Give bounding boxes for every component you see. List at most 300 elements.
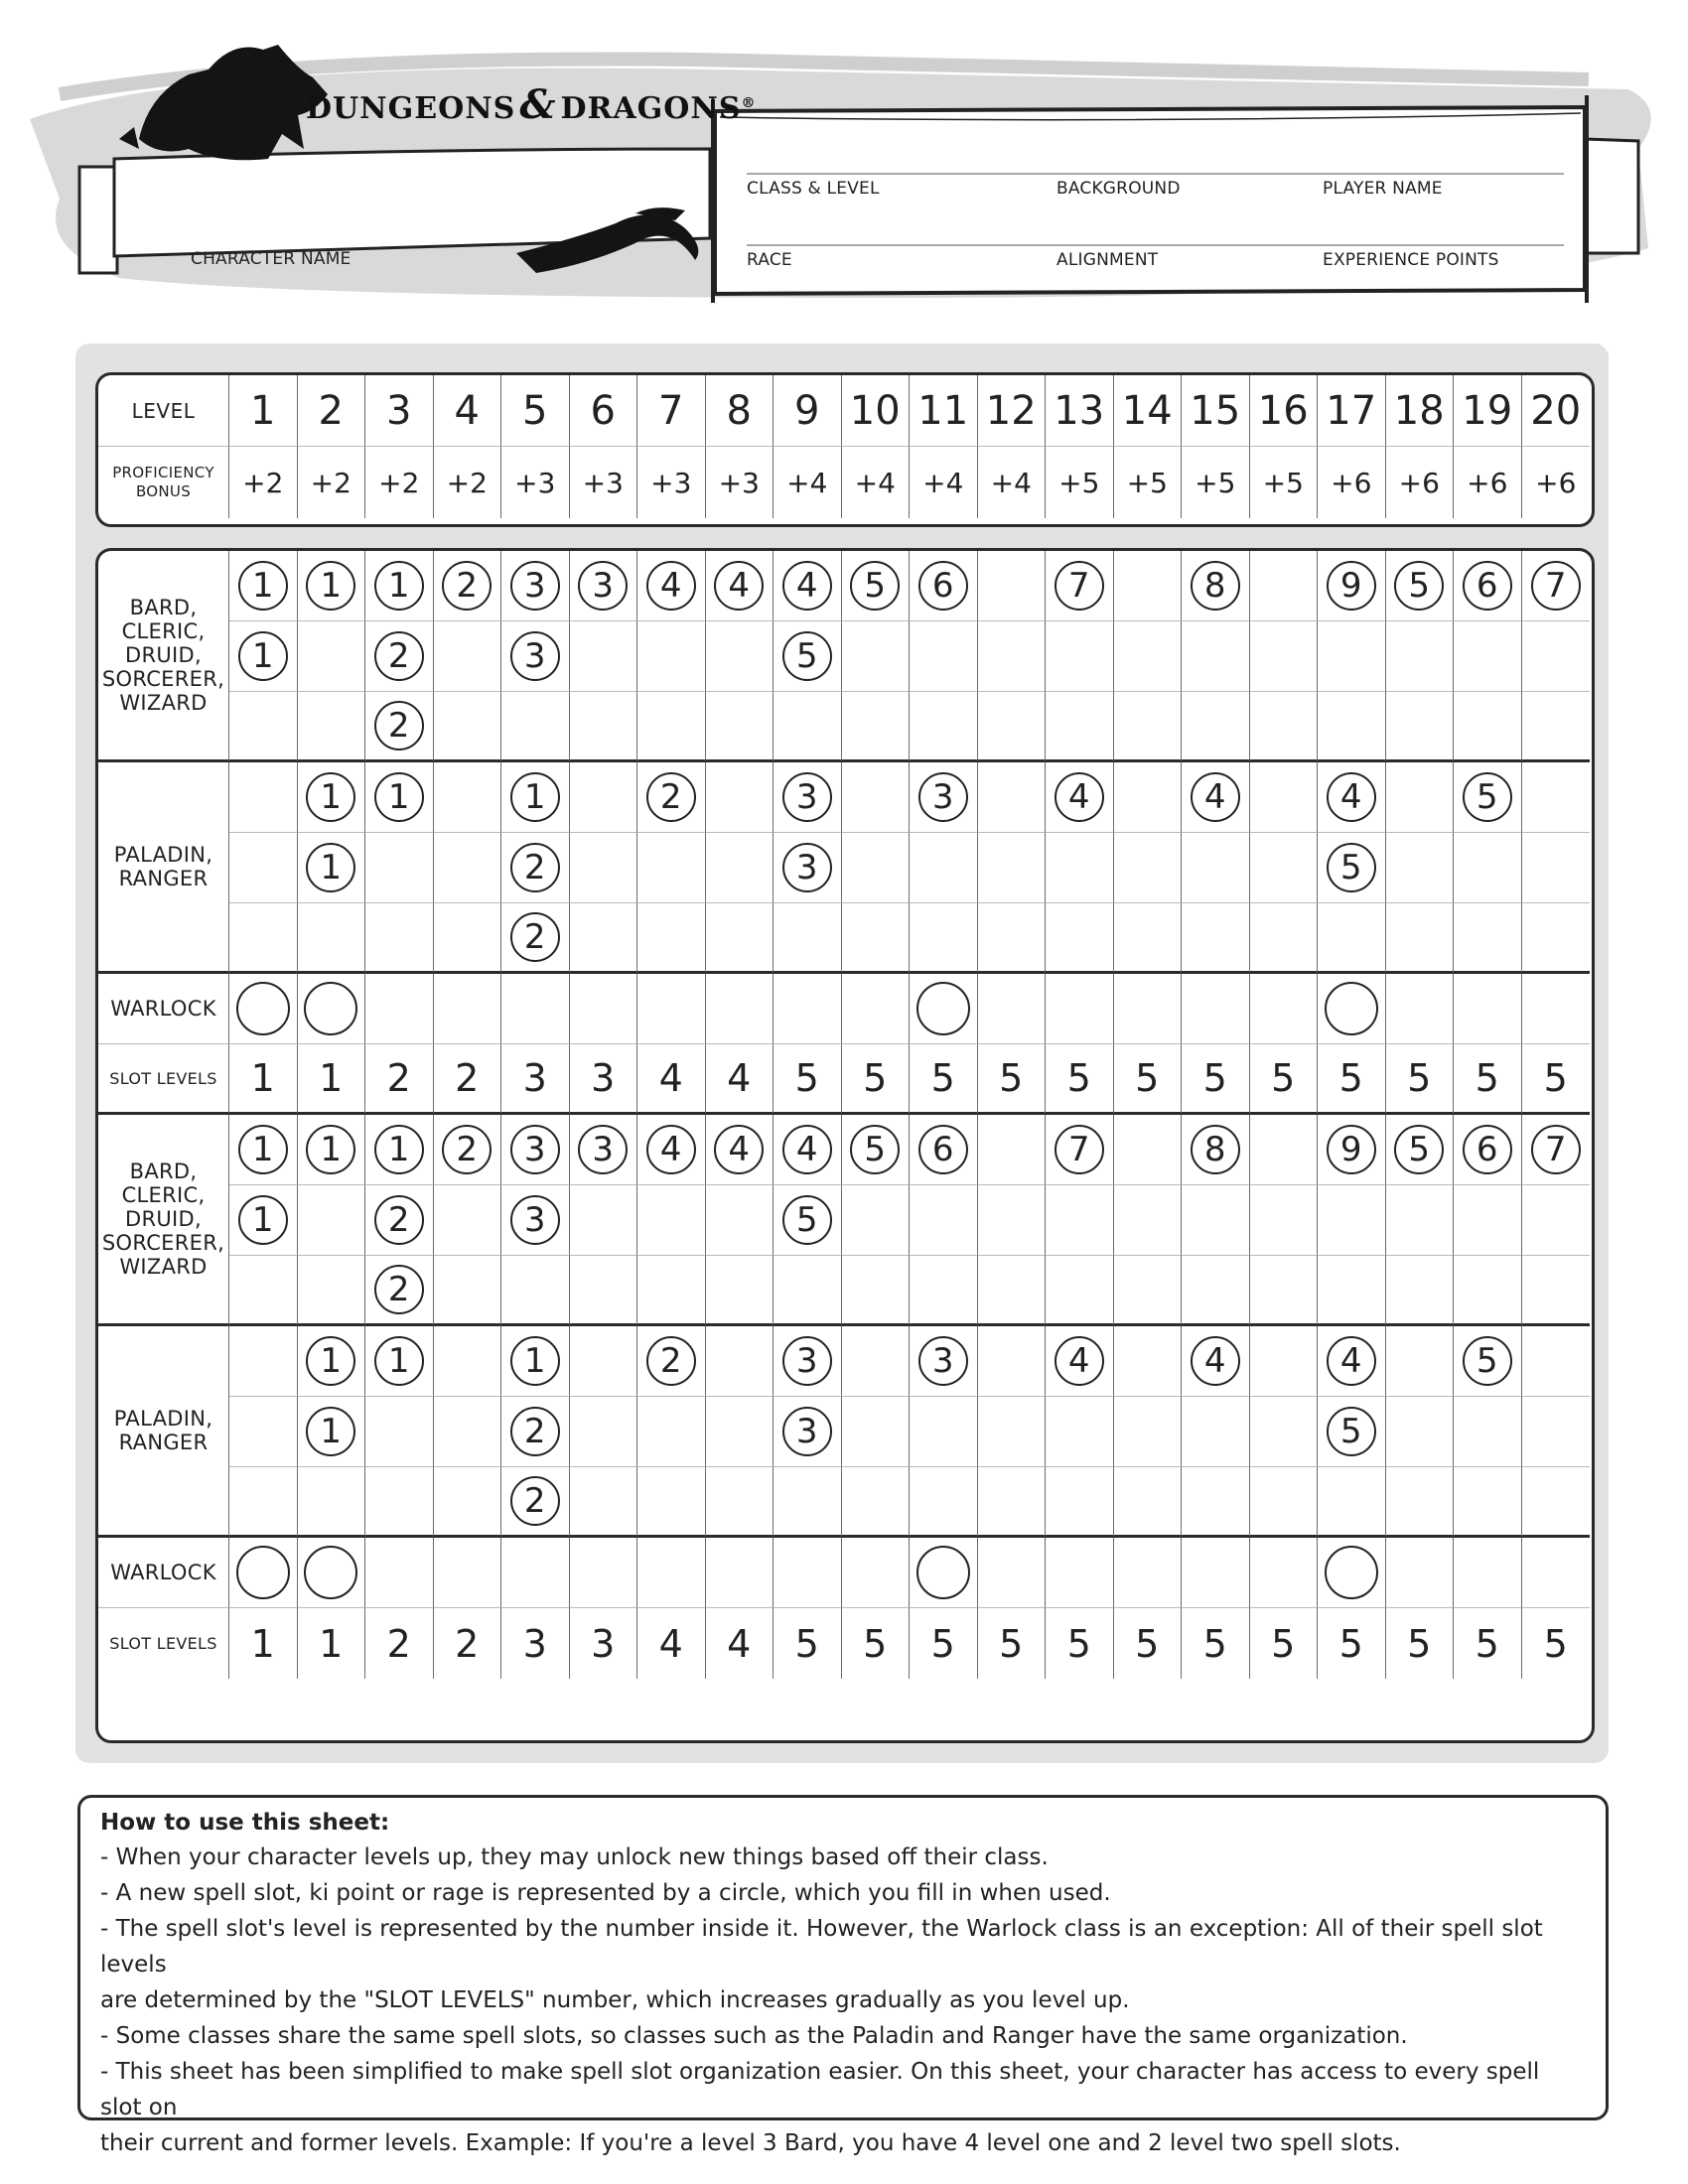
spell-slot-circle[interactable]: 4	[646, 561, 696, 611]
empty-cell	[1046, 1467, 1114, 1538]
experience-points-label: EXPERIENCE POINTS	[1323, 250, 1499, 270]
empty-cell	[1386, 974, 1455, 1044]
empty-cell	[1182, 833, 1250, 903]
slot-level-value: 4	[658, 1621, 683, 1666]
empty-cell	[637, 1256, 706, 1326]
spell-slot-circle[interactable]: 3	[782, 772, 832, 822]
empty-cell	[229, 1256, 298, 1326]
proficiency-value	[1114, 447, 1183, 518]
spell-slot-grid	[98, 551, 1590, 1679]
empty-cell	[910, 903, 978, 974]
spell-slot-circle[interactable]: 1	[306, 1407, 355, 1456]
spell-slot-circle[interactable]: 1	[306, 1125, 355, 1174]
spell-slot-circle[interactable]: 1	[510, 1336, 560, 1386]
spell-slot-cell	[501, 1397, 570, 1467]
spell-slot-cell	[1522, 551, 1591, 621]
spell-slot-circle[interactable]: 5	[1463, 772, 1512, 822]
spell-slot-circle[interactable]: 1	[238, 1125, 288, 1174]
empty-cell	[1182, 1538, 1250, 1608]
empty-cell	[501, 692, 570, 762]
empty-cell	[910, 692, 978, 762]
empty-cell	[1454, 903, 1522, 974]
spell-slot-circle[interactable]: 1	[374, 561, 424, 611]
empty-cell	[842, 762, 911, 833]
slot-level-cell	[1318, 1044, 1386, 1115]
slot-level-cell	[434, 1044, 502, 1115]
empty-cell	[1522, 1256, 1591, 1326]
empty-cell	[842, 903, 911, 974]
spell-slot-circle[interactable]: 5	[1327, 1407, 1376, 1456]
empty-cell	[1250, 1115, 1319, 1185]
spell-slot-cell	[229, 621, 298, 692]
warlock-slot-circle[interactable]	[304, 1546, 357, 1599]
empty-cell	[434, 1326, 502, 1397]
empty-cell	[1386, 903, 1455, 974]
empty-cell	[637, 974, 706, 1044]
spell-slot-cell	[365, 762, 434, 833]
empty-cell	[1250, 833, 1319, 903]
spell-slot-circle[interactable]: 2	[510, 843, 560, 892]
spell-slot-circle[interactable]: 1	[374, 772, 424, 822]
empty-cell	[1454, 1467, 1522, 1538]
spell-slot-circle[interactable]: 4	[1327, 1336, 1376, 1386]
spell-slot-circle[interactable]: 1	[510, 772, 560, 822]
slot-level-value: 5	[1338, 1056, 1363, 1100]
proficiency-value-text: +2	[446, 466, 488, 499]
spell-slot-circle[interactable]: 6	[1463, 561, 1512, 611]
level-number-text: 15	[1190, 387, 1241, 434]
spell-slot-circle[interactable]: 5	[850, 1125, 900, 1174]
slot-level-cell	[1386, 1044, 1455, 1115]
slot-level-value: 5	[930, 1056, 955, 1100]
warlock-slot-circle[interactable]	[304, 982, 357, 1035]
empty-cell	[706, 1467, 774, 1538]
spell-slot-circle[interactable]: 4	[1055, 1336, 1104, 1386]
warlock-slot-circle[interactable]	[1325, 982, 1378, 1035]
level-number-text: 19	[1462, 387, 1513, 434]
level-number-text: 16	[1257, 387, 1309, 434]
spell-slot-circle[interactable]: 3	[782, 843, 832, 892]
level-number	[1522, 375, 1591, 447]
empty-cell	[570, 1256, 638, 1326]
empty-cell	[1250, 1538, 1319, 1608]
spell-slot-circle[interactable]: 1	[306, 1336, 355, 1386]
warlock-slot-circle[interactable]	[916, 982, 970, 1035]
slot-level-cell	[1046, 1608, 1114, 1679]
spell-slot-cell	[774, 1115, 842, 1185]
empty-cell	[1386, 1185, 1455, 1256]
spell-slot-circle[interactable]: 4	[1327, 772, 1376, 822]
level-number	[1114, 375, 1183, 447]
spell-slot-circle[interactable]: 3	[578, 561, 628, 611]
empty-cell	[1250, 903, 1319, 974]
spell-slot-circle[interactable]: 8	[1191, 1125, 1240, 1174]
spell-slot-circle[interactable]: 6	[918, 1125, 968, 1174]
spell-slot-cell	[298, 833, 366, 903]
spell-slot-circle[interactable]: 3	[918, 772, 968, 822]
spell-slot-circle[interactable]: 5	[850, 561, 900, 611]
spell-slot-cell	[501, 1115, 570, 1185]
empty-cell	[1522, 903, 1591, 974]
spell-slot-circle[interactable]: 5	[1394, 1125, 1444, 1174]
spell-slot-circle[interactable]: 3	[510, 631, 560, 681]
empty-cell	[229, 1397, 298, 1467]
spell-slot-circle[interactable]: 2	[374, 1265, 424, 1314]
empty-cell	[570, 762, 638, 833]
empty-cell	[1250, 974, 1319, 1044]
empty-cell	[1250, 1326, 1319, 1397]
spell-slot-circle[interactable]: 6	[918, 561, 968, 611]
slot-level-value: 2	[386, 1621, 411, 1666]
empty-cell	[1250, 692, 1319, 762]
level-number-text: 4	[454, 387, 480, 434]
spell-slot-circle[interactable]: 3	[578, 1125, 628, 1174]
empty-cell	[706, 1538, 774, 1608]
level-number	[1454, 375, 1522, 447]
empty-cell	[1522, 1397, 1591, 1467]
spell-slot-cell	[365, 1115, 434, 1185]
empty-cell	[706, 1256, 774, 1326]
empty-cell	[842, 1256, 911, 1326]
level-number	[1250, 375, 1319, 447]
empty-cell	[706, 692, 774, 762]
spell-slot-circle[interactable]: 8	[1191, 561, 1240, 611]
empty-cell	[1114, 833, 1183, 903]
spell-slot-cell	[229, 1185, 298, 1256]
empty-cell	[1386, 833, 1455, 903]
spell-slot-cell	[229, 1115, 298, 1185]
spell-slot-circle[interactable]: 5	[1327, 843, 1376, 892]
empty-cell	[910, 1397, 978, 1467]
spell-slot-cell	[774, 551, 842, 621]
empty-cell	[637, 692, 706, 762]
empty-cell	[229, 692, 298, 762]
empty-cell	[365, 833, 434, 903]
empty-cell	[1454, 974, 1522, 1044]
empty-cell	[1114, 903, 1183, 974]
level-number-text: 7	[658, 387, 684, 434]
empty-cell	[1250, 1397, 1319, 1467]
slot-level-cell	[706, 1608, 774, 1679]
slot-level-value: 5	[1475, 1056, 1499, 1100]
spell-slot-cell	[501, 833, 570, 903]
spell-slot-cell	[570, 551, 638, 621]
empty-cell	[637, 1185, 706, 1256]
spell-slot-circle[interactable]: 2	[510, 1407, 560, 1456]
proficiency-value	[570, 447, 638, 518]
instructions-title: How to use this sheet:	[100, 1810, 390, 1836]
spell-slot-circle[interactable]: 1	[238, 631, 288, 681]
proficiency-value	[774, 447, 842, 518]
spell-slot-cell	[910, 551, 978, 621]
spell-slot-circle[interactable]: 1	[238, 561, 288, 611]
empty-cell	[1250, 1256, 1319, 1326]
slot-level-value: 4	[658, 1056, 683, 1100]
empty-cell	[1182, 974, 1250, 1044]
spell-slot-circle[interactable]: 2	[510, 1476, 560, 1526]
spell-slot-circle[interactable]: 4	[714, 561, 764, 611]
proficiency-value-text: +6	[1467, 466, 1508, 499]
slot-level-value: 5	[1066, 1056, 1091, 1100]
empty-cell	[434, 1397, 502, 1467]
spell-slot-circle[interactable]: 1	[306, 843, 355, 892]
empty-cell	[978, 621, 1047, 692]
character-name-label: CHARACTER NAME	[191, 249, 352, 269]
empty-cell	[570, 1538, 638, 1608]
proficiency-value	[434, 447, 502, 518]
spell-slot-cell	[1318, 1397, 1386, 1467]
slot-level-cell	[1454, 1044, 1522, 1115]
empty-cell	[978, 1538, 1047, 1608]
empty-cell	[1046, 1256, 1114, 1326]
empty-cell	[842, 1538, 911, 1608]
empty-cell	[978, 1115, 1047, 1185]
proficiency-value-text: +3	[650, 466, 692, 499]
empty-cell	[978, 974, 1047, 1044]
empty-cell	[637, 1397, 706, 1467]
spell-slot-cell	[637, 1115, 706, 1185]
level-number	[774, 375, 842, 447]
spell-slot-cell	[1386, 1115, 1455, 1185]
empty-cell	[1318, 903, 1386, 974]
empty-cell	[1454, 692, 1522, 762]
spell-slot-cell	[842, 551, 911, 621]
slot-level-cell	[1318, 1608, 1386, 1679]
proficiency-value	[1522, 447, 1591, 518]
empty-cell	[1386, 1397, 1455, 1467]
slot-level-cell	[1454, 1608, 1522, 1679]
proficiency-value-text: +2	[242, 466, 284, 499]
spell-slot-cell	[1046, 551, 1114, 621]
spell-slot-circle[interactable]: 7	[1055, 561, 1104, 611]
spell-slot-circle[interactable]: 7	[1531, 1125, 1581, 1174]
slot-levels-label-text: SLOT LEVELS	[109, 1634, 217, 1653]
spell-slot-cell	[434, 1115, 502, 1185]
proficiency-value	[298, 447, 366, 518]
empty-cell	[1386, 1326, 1455, 1397]
spell-slot-circle[interactable]: 2	[374, 631, 424, 681]
slot-level-cell	[978, 1608, 1047, 1679]
spell-slot-circle[interactable]: 5	[782, 1195, 832, 1245]
empty-cell	[434, 1467, 502, 1538]
slot-level-cell	[706, 1044, 774, 1115]
spell-slot-circle[interactable]: 3	[918, 1336, 968, 1386]
class-group-label	[98, 551, 229, 762]
empty-cell	[434, 1538, 502, 1608]
spell-slot-circle[interactable]: 4	[1191, 1336, 1240, 1386]
level-number-text: 1	[250, 387, 276, 434]
slot-level-value: 2	[455, 1056, 480, 1100]
proficiency-value	[1386, 447, 1455, 518]
empty-cell	[842, 1185, 911, 1256]
spell-slot-circle[interactable]: 3	[510, 1125, 560, 1174]
spell-slot-cell	[501, 1467, 570, 1538]
spell-slot-circle[interactable]: 2	[646, 1336, 696, 1386]
warlock-slot-cell	[229, 1538, 298, 1608]
proficiency-value	[1454, 447, 1522, 518]
spell-slot-circle[interactable]: 5	[1463, 1336, 1512, 1386]
spell-slot-circle[interactable]: 6	[1463, 1125, 1512, 1174]
empty-cell	[229, 833, 298, 903]
slot-level-value: 5	[999, 1621, 1024, 1666]
empty-cell	[1250, 551, 1319, 621]
empty-cell	[706, 621, 774, 692]
spell-slot-circle[interactable]: 7	[1055, 1125, 1104, 1174]
warlock-slot-circle[interactable]	[236, 1546, 290, 1599]
spell-slot-circle[interactable]: 3	[510, 561, 560, 611]
spell-slot-circle[interactable]: 2	[374, 1195, 424, 1245]
spell-slot-circle[interactable]: 3	[782, 1407, 832, 1456]
slot-levels-label	[98, 1608, 229, 1679]
proficiency-value-text: +5	[1058, 466, 1100, 499]
slot-level-cell	[298, 1044, 366, 1115]
empty-cell	[637, 833, 706, 903]
proficiency-value-text: +2	[378, 466, 420, 499]
spell-slot-circle[interactable]: 4	[646, 1125, 696, 1174]
spell-slot-circle[interactable]: 2	[510, 912, 560, 962]
slot-level-value: 5	[1271, 1056, 1296, 1100]
empty-cell	[910, 1256, 978, 1326]
spell-slot-cell	[1318, 1115, 1386, 1185]
proficiency-value-text: +5	[1195, 466, 1236, 499]
proficiency-value-text: +3	[514, 466, 556, 499]
proficiency-value-text: +6	[1398, 466, 1440, 499]
spell-slot-cell	[1182, 762, 1250, 833]
spell-slot-circle[interactable]: 3	[510, 1195, 560, 1245]
proficiency-value-text: +4	[990, 466, 1032, 499]
empty-cell	[1182, 692, 1250, 762]
level-header-text: LEVEL	[131, 398, 196, 423]
slot-level-cell	[1522, 1044, 1591, 1115]
empty-cell	[1522, 762, 1591, 833]
spell-slot-circle[interactable]: 3	[782, 1336, 832, 1386]
empty-cell	[637, 1467, 706, 1538]
empty-cell	[1522, 621, 1591, 692]
spell-slot-cell	[1318, 551, 1386, 621]
spell-slot-circle[interactable]: 4	[1055, 772, 1104, 822]
proficiency-value-text: +4	[922, 466, 964, 499]
spell-slot-cell	[1386, 551, 1455, 621]
spell-slot-circle[interactable]: 2	[374, 701, 424, 751]
spell-slot-cell	[365, 1326, 434, 1397]
level-number	[1386, 375, 1455, 447]
empty-cell	[1046, 621, 1114, 692]
empty-cell	[978, 833, 1047, 903]
level-number-text: 8	[726, 387, 752, 434]
spell-slot-cell	[842, 1115, 911, 1185]
spell-slot-circle[interactable]: 1	[306, 561, 355, 611]
proficiency-value-text: +5	[1262, 466, 1304, 499]
spell-slot-circle[interactable]: 1	[374, 1125, 424, 1174]
proficiency-value	[1250, 447, 1319, 518]
empty-cell	[1114, 974, 1183, 1044]
instruction-line: - Some classes share the same spell slots, so classes such as the Paladin and Ranger have the same organization.	[100, 2023, 1408, 2049]
slot-level-cell	[1250, 1044, 1319, 1115]
slot-level-cell	[570, 1044, 638, 1115]
empty-cell	[1318, 621, 1386, 692]
spell-slot-circle[interactable]: 2	[442, 1125, 492, 1174]
spell-slot-circle[interactable]: 9	[1327, 561, 1376, 611]
spell-slot-cell	[501, 1326, 570, 1397]
spell-slot-circle[interactable]: 1	[374, 1336, 424, 1386]
proficiency-value	[842, 447, 911, 518]
spell-slot-cell	[434, 551, 502, 621]
spell-slot-circle[interactable]: 7	[1531, 561, 1581, 611]
warlock-slot-circle[interactable]	[236, 982, 290, 1035]
empty-cell	[706, 1185, 774, 1256]
proficiency-value-text: +5	[1126, 466, 1168, 499]
empty-cell	[1114, 692, 1183, 762]
empty-cell	[1182, 1397, 1250, 1467]
spell-slot-cell	[501, 903, 570, 974]
empty-cell	[434, 1256, 502, 1326]
spell-slot-circle[interactable]: 4	[782, 1125, 832, 1174]
warlock-slot-cell	[1318, 1538, 1386, 1608]
slot-level-cell	[774, 1044, 842, 1115]
spell-slot-circle[interactable]: 9	[1327, 1125, 1376, 1174]
empty-cell	[1454, 833, 1522, 903]
slot-level-cell	[501, 1044, 570, 1115]
level-proficiency-grid	[98, 375, 1590, 518]
warlock-slot-cell	[910, 1538, 978, 1608]
level-number-text: 20	[1530, 387, 1582, 434]
spell-slot-cell	[365, 621, 434, 692]
spell-slot-circle[interactable]: 4	[782, 561, 832, 611]
empty-cell	[229, 1467, 298, 1538]
level-number	[1046, 375, 1114, 447]
spell-slot-cell	[298, 551, 366, 621]
empty-cell	[978, 692, 1047, 762]
spell-slot-circle[interactable]: 1	[306, 772, 355, 822]
spell-slot-circle[interactable]: 5	[782, 631, 832, 681]
slot-level-value: 5	[1271, 1621, 1296, 1666]
warlock-slot-circle[interactable]	[916, 1546, 970, 1599]
empty-cell	[910, 621, 978, 692]
spell-slot-circle[interactable]: 4	[1191, 772, 1240, 822]
class-group-label-text: BARD, CLERIC, DRUID, SORCERER, WIZARD	[101, 596, 225, 715]
empty-cell	[1522, 833, 1591, 903]
empty-cell	[570, 1397, 638, 1467]
empty-cell	[1046, 1397, 1114, 1467]
level-number-text: 13	[1054, 387, 1105, 434]
warlock-slot-cell	[1318, 974, 1386, 1044]
spell-slot-cell	[637, 762, 706, 833]
empty-cell	[706, 1397, 774, 1467]
spell-slot-cell	[1454, 762, 1522, 833]
empty-cell	[1454, 1397, 1522, 1467]
empty-cell	[365, 1467, 434, 1538]
empty-cell	[229, 762, 298, 833]
spell-slot-circle[interactable]: 1	[238, 1195, 288, 1245]
slot-level-value: 5	[794, 1621, 819, 1666]
empty-cell	[1522, 1185, 1591, 1256]
empty-cell	[637, 1538, 706, 1608]
empty-cell	[774, 1467, 842, 1538]
spell-slot-circle[interactable]: 4	[714, 1125, 764, 1174]
warlock-slot-circle[interactable]	[1325, 1546, 1378, 1599]
empty-cell	[774, 1256, 842, 1326]
spell-slot-circle[interactable]: 2	[442, 561, 492, 611]
spell-slot-cell	[1454, 551, 1522, 621]
empty-cell	[774, 692, 842, 762]
empty-cell	[434, 621, 502, 692]
spell-slot-circle[interactable]: 5	[1394, 561, 1444, 611]
empty-cell	[978, 1326, 1047, 1397]
empty-cell	[1454, 1185, 1522, 1256]
spell-slot-cell	[1046, 1326, 1114, 1397]
spell-slot-circle[interactable]: 2	[646, 772, 696, 822]
proficiency-value-text: +4	[786, 466, 828, 499]
